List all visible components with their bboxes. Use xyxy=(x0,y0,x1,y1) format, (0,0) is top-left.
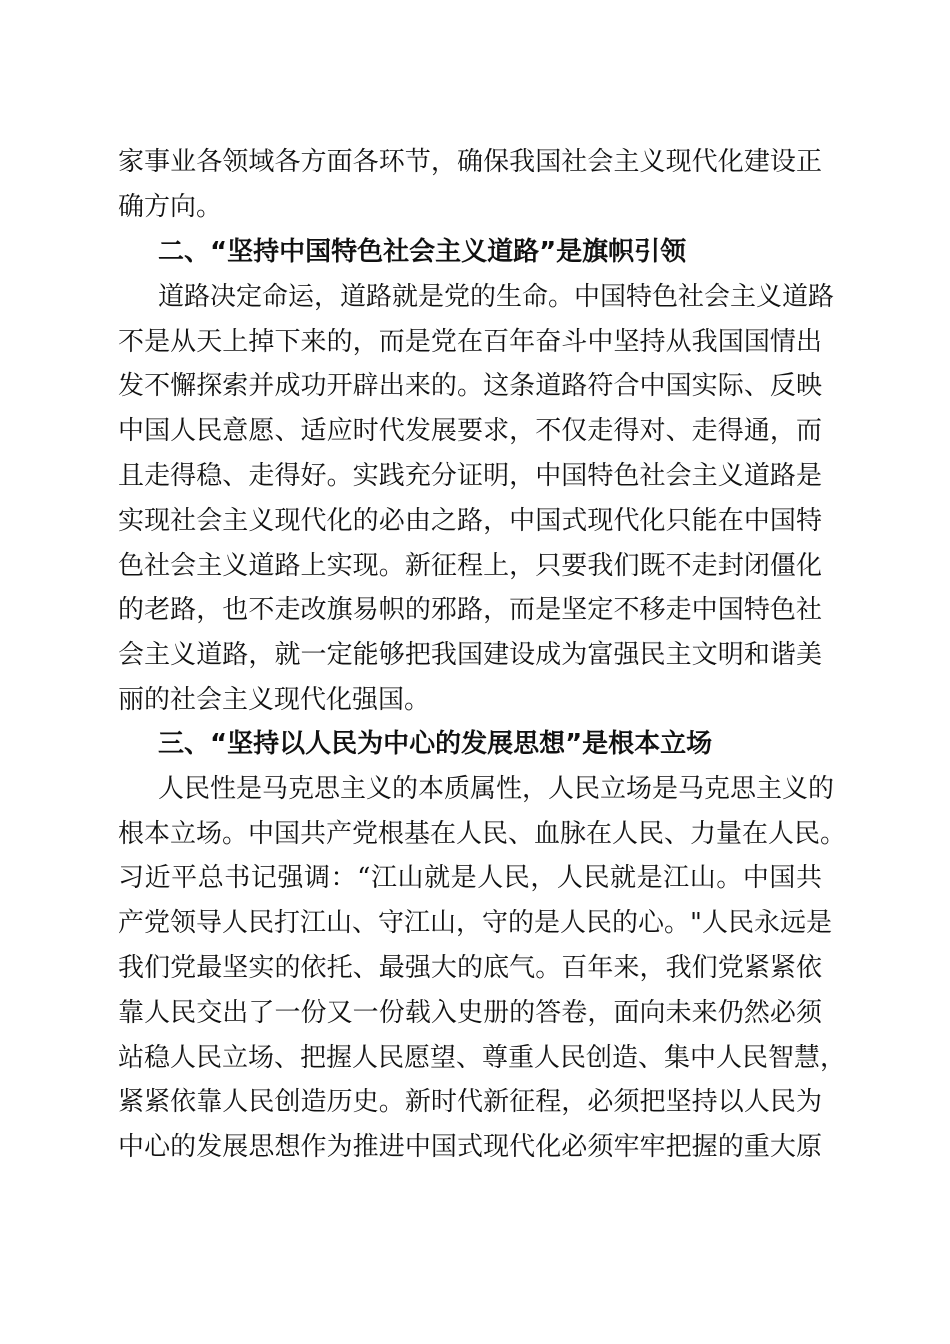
section-heading: 二、“坚持中国特色社会主义道路”是旗帜引领 xyxy=(158,237,687,267)
intro-paragraph xyxy=(118,140,830,230)
text-line: 我们党最坚实的依托、最强大的底气。百年来，我们党紧紧依 xyxy=(118,952,822,983)
section-2 xyxy=(118,230,835,723)
text-line: 会主义道路，就一定能够把我国建设成为富强民主文明和谐美 xyxy=(118,640,822,671)
text-line: 且走得稳、走得好。实践充分证明，中国特色社会主义道路是 xyxy=(118,460,822,491)
text-line: 根本立场。中国共产党根基在人民、血脉在人民、力量在人民。 xyxy=(118,818,847,849)
text-line: 习近平总书记强调：“江山就是人民，人民就是江山。中国共 xyxy=(118,863,822,894)
text-line: 不是从天上掉下来的，而是党在百年奋斗中坚持从我国国情出 xyxy=(118,326,822,357)
text-line: 的老路，也不走改旗易帜的邪路，而是坚定不移走中国特色社 xyxy=(118,595,822,626)
text-line: 中心的发展思想作为推进中国式现代化必须牢牢把握的重大原 xyxy=(118,1132,822,1163)
text-line: 道路决定命运，道路就是党的生命。中国特色社会主义道路 xyxy=(158,281,835,312)
section-3 xyxy=(118,722,847,1170)
section-heading: 三、“坚持以人民为中心的发展思想”是根本立场 xyxy=(158,729,713,759)
text-line: 发不懈探索并成功开辟出来的。这条道路符合中国实际、反映 xyxy=(118,371,822,402)
text-line: 丽的社会主义现代化强国。 xyxy=(118,684,431,715)
text-line: 确方向。 xyxy=(118,191,223,222)
text-line: 靠人民交出了一份又一份载入史册的答卷，面向未来仍然必须 xyxy=(118,997,822,1028)
text-line: 紧紧依靠人民创造历史。新时代新征程，必须把坚持以人民为 xyxy=(118,1087,822,1118)
text-line: 产党领导人民打江山、守江山，守的是人民的心。"人民永远是 xyxy=(118,908,832,939)
text-line: 中国人民意愿、适应时代发展要求，不仅走得对、走得通，而 xyxy=(118,416,822,447)
text-line: 站稳人民立场、把握人民愿望、尊重人民创造、集中人民智慧， xyxy=(118,1042,847,1073)
text-line: 家事业各领域各方面各环节，确保我国社会主义现代化建设正 xyxy=(118,147,822,177)
text-line: 人民性是马克思主义的本质属性，人民立场是马克思主义的 xyxy=(158,773,835,804)
text-line: 实现社会主义现代化的必由之路，中国式现代化只能在中国特 xyxy=(118,505,822,536)
text-line: 色社会主义道路上实现。新征程上，只要我们既不走封闭僵化 xyxy=(118,550,822,581)
